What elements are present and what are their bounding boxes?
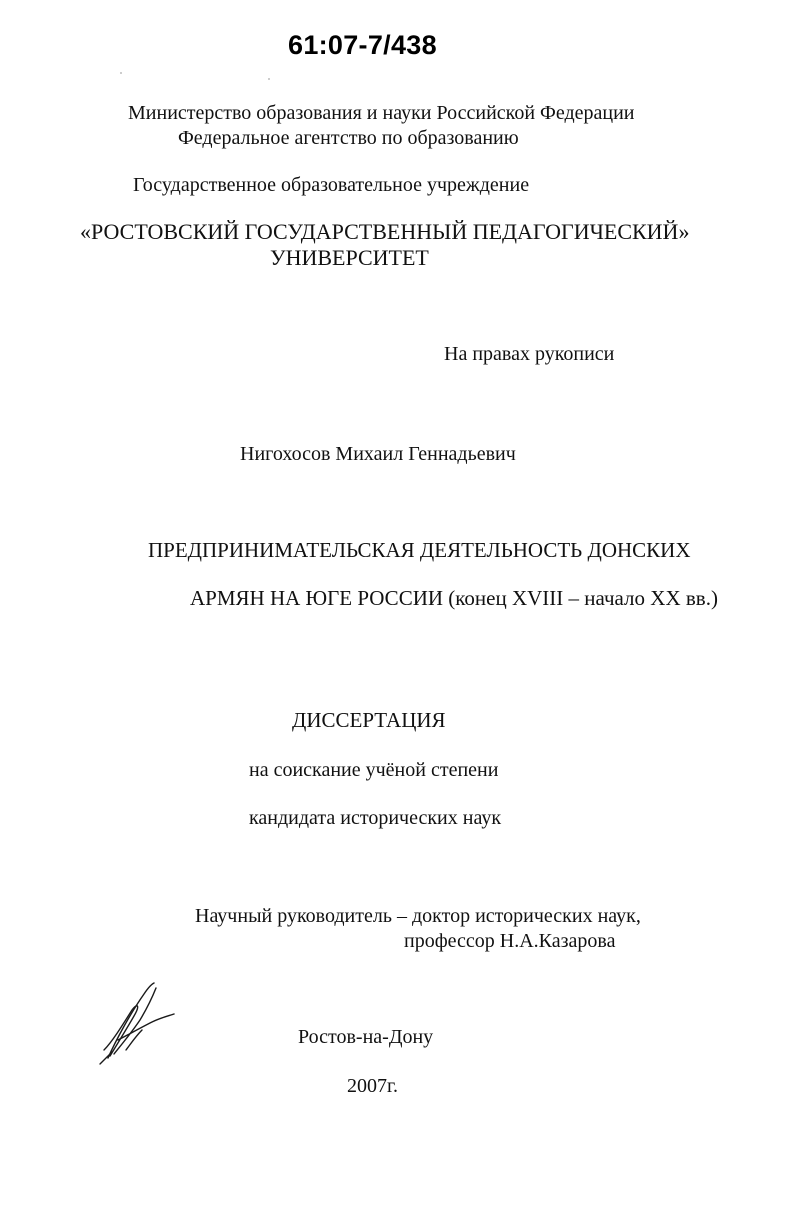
supervisor-line-2: профессор Н.А.Казарова xyxy=(404,930,616,952)
work-type: ДИССЕРТАЦИЯ xyxy=(292,708,446,732)
catalog-stamp-number: 61:07-7/438 xyxy=(288,30,437,60)
publication-year: 2007г. xyxy=(347,1075,398,1097)
institution-type: Государственное образовательное учреждение xyxy=(133,174,530,196)
thesis-title-line-2: АРМЯН НА ЮГЕ РОССИИ (конец XVIII – начало XX вв.) xyxy=(190,586,718,610)
handwritten-signature xyxy=(96,980,178,1066)
degree-purpose-line-2: кандидата исторических наук xyxy=(249,807,502,829)
scan-speck xyxy=(268,78,270,80)
ministry-line-1: Министерство образования и науки Российской Федерации xyxy=(128,102,635,124)
thesis-title-line-1: ПРЕДПРИНИМАТЕЛЬСКАЯ ДЕЯТЕЛЬНОСТЬ ДОНСКИХ xyxy=(148,538,691,562)
degree-purpose-line-1: на соискание учёной степени xyxy=(249,759,499,781)
ministry-line-2: Федеральное агентство по образованию xyxy=(178,127,519,149)
publication-city: Ростов-на-Дону xyxy=(298,1026,434,1048)
supervisor-line-1: Научный руководитель – доктор исторических наук, xyxy=(195,905,641,927)
author-name: Нигохосов Михаил Геннадьевич xyxy=(240,443,516,465)
scan-speck xyxy=(120,72,122,74)
university-name-line-2: УНИВЕРСИТЕТ xyxy=(270,245,429,270)
university-name-line-1: «РОСТОВСКИЙ ГОСУДАРСТВЕННЫЙ ПЕДАГОГИЧЕСКИЙ» xyxy=(80,219,690,244)
manuscript-rights-note: На правах рукописи xyxy=(444,343,615,365)
